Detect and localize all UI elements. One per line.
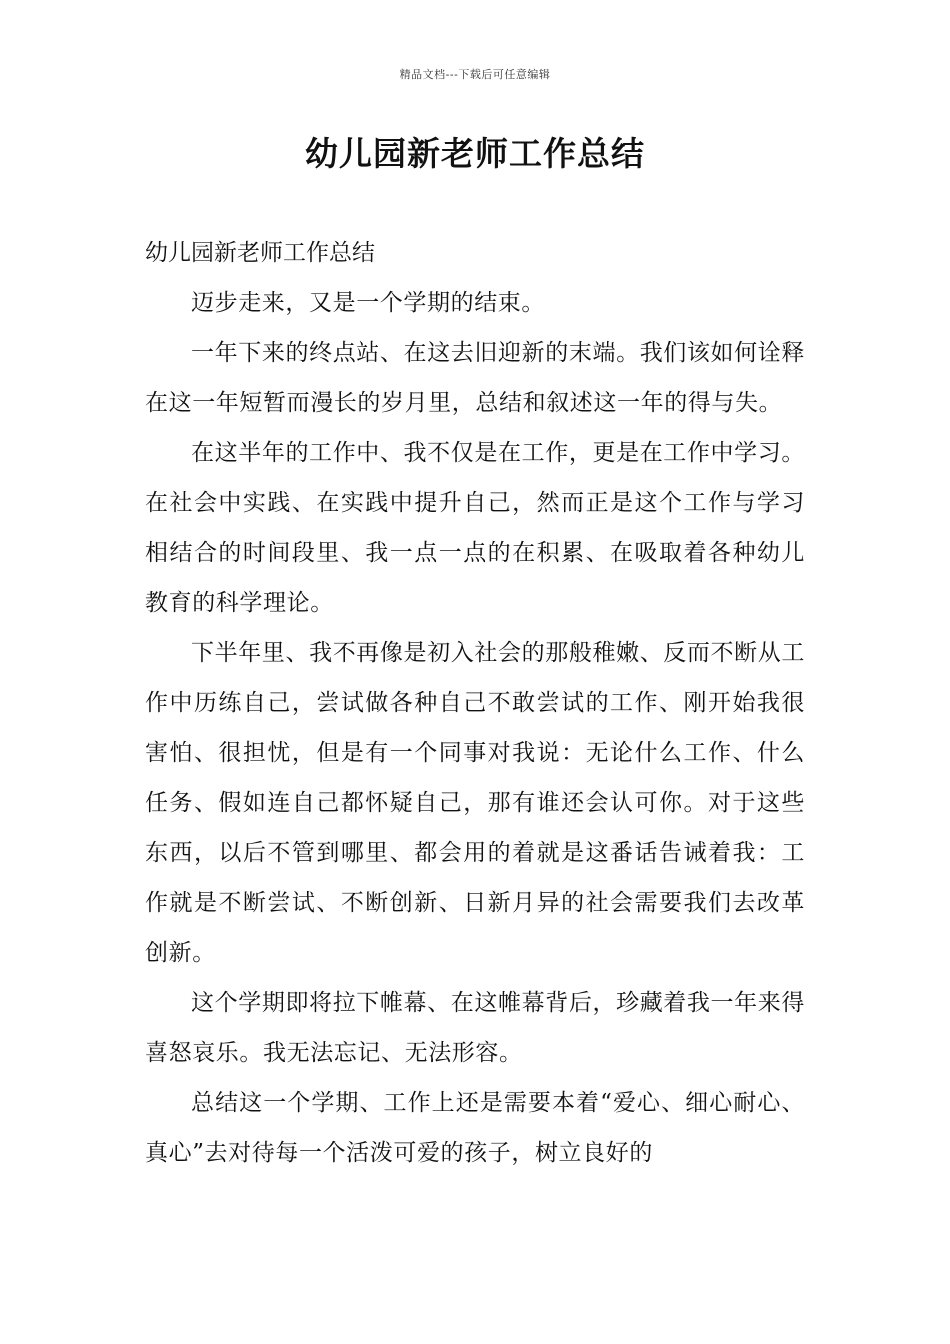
paragraph-1: 迈步走来，又是一个学期的结束。 [191,290,545,316]
paragraph-6: 总结这一个学期、工作上还是需要本着“爱心、细心耐心、真心”去对待每一个活泼可爱的孩子，树立良好的 [145,1090,805,1166]
paragraph-2: 一年下来的终点站、在这去旧迎新的末端。我们该如何诠释在这一年短暂而漫长的岁月里，总结和叙述这一年的得与失。 [145,340,805,416]
header-note: 精品文档---下载后可任意编辑 [399,68,551,81]
paragraph-3: 在这半年的工作中、我不仅是在工作，更是在工作中学习。在社会中实践、在实践中提升自己，然而正是这个工作与学习相结合的时间段里、我一点一点的在积累、在吸取着各种幼儿教育的科学理论。 [145,440,805,616]
paragraph-4: 下半年里、我不再像是初入社会的那般稚嫩、反而不断从工作中历练自己，尝试做各种自己不敢尝试的工作、刚开始我很害怕、很担忧，但是有一个同事对我说：无论什么工作、什么任务、假如连自己都怀疑自己，那有谁还会认可你。对于这些东西，以后不管到哪里、都会用的着就是这番话告诫着我：工作就是不断尝试、不断创新、日新月异的社会需要我们去改革创新。 [145,640,805,966]
paragraph-5: 这个学期即将拉下帷幕、在这帷幕背后，珍藏着我一年来得喜怒哀乐。我无法忘记、无法形容。 [145,990,805,1066]
document-body [145,228,805,1178]
document-title: 幼儿园新老师工作总结 [305,134,645,173]
document-subtitle: 幼儿园新老师工作总结 [145,240,375,266]
